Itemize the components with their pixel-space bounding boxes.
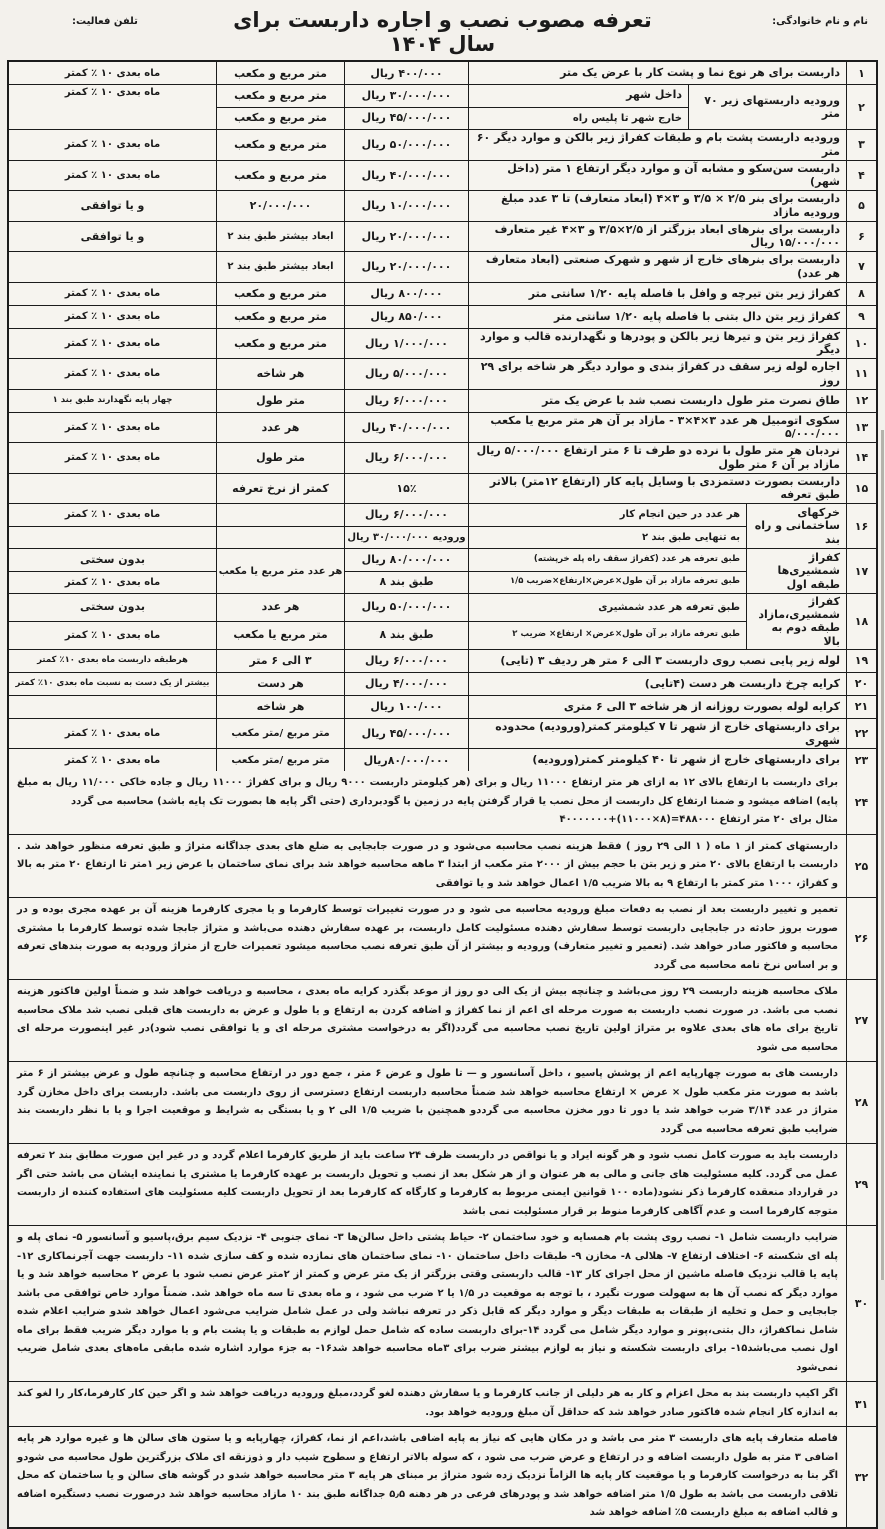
table-row [9,329,876,360]
note-cell: بیشتر از یک دست به نسبت ماه بعدی ۱۰٪ کمتر [15,678,210,689]
description-subrow: به تنهایی طبق بند ۲ [469,527,747,549]
table-row [9,85,876,130]
note-cell-sub: بدون سختی [9,549,216,572]
unit-cell-sub: متر مربع و مکعب [217,85,344,108]
unit-cell: متر مربع و مکعب [216,161,344,191]
paragraph-row [9,980,876,1062]
note-cell: ماه بعدی ۱۰ ٪ کمتر [64,337,161,349]
paragraph-main: اگر اکیپ داربست بند به محل اعزام و کار به هر دلیلی از جانب کارفرما و یا سفارش دهنده لغو گردد،مبلغ ورودیه دریافت خواهد شد و اگر حین کار کارفرما،کار را لغو کند به اندازه کار انجام شده فاکتور صادر خواهد شد که حداقل آن مبلغ ورودیه خواهد بود. [17,1388,838,1418]
description-subrow: طبق تعرفه هر عدد شمشیری [469,594,747,622]
description-cell: داربست برای بنر ۲/۵ × ۳/۵ و ۳×۴ (ابعاد متعارف) تا ۳ عدد مبلغ ورودیه مازاد [468,191,846,221]
price-cell: ۲۰/۰۰۰/۰۰۰ ریال [344,252,468,282]
unit-cell: ۲۰/۰۰۰/۰۰۰ [216,191,344,221]
note-cell: ماه بعدی ۱۰ ٪ کمتر [64,139,161,151]
row-number-cell: ۱ [846,62,876,84]
paragraph-text [9,898,846,979]
description-cell: لوله زیر پایی نصب روی داربست ۳ الی ۶ متر هر ردیف ۳ (تایی) [468,650,846,672]
row-number-cell: ۸ [846,283,876,305]
paragraph-main: ملاک محاسبه هزینه داربست ۲۹ روز می‌باشد و چنانچه بیش از یک الی دو روز از موعد بگذرد کرایه ماه بعدی ، محاسبه و دریافت خواهد شد و ضمناً اولین فاکتور هزینه نصب می باشد. در صورت نصب داربست به صورت مرحله ای اعم از نما کفراژ و اضافه کردن به ارتفاع و یا طول و عرض به داربست های قبلی نصب شد ملاک محاسبه تاریخ برای ماه های بعدی علاوه بر متراژ اولین تاریخ نصب محاسبه می گردد(اگر به درخواست مشتری مرحله ای و یا توافقی نصب شود)در غیر اینصورت مرحله ای محاسبه می شود [17,986,838,1053]
unit-cell: متر مربع و مکعب [216,130,344,160]
unit-cell [216,504,344,548]
paragraph-main: برای داربست با ارتفاع بالای ۱۲ به ازای هر متر ارتفاع ۱۱۰۰۰ ریال و برای (هر کیلومتر داربست ۹۰۰۰ ریال و برای کفراژ ۱۱۰۰۰ ریال و جاده خاکی ۱۱/۰۰۰ ریال به مبلغ پایه) اضافه میشود و ضمنا ارتفاع کل داربست از محل نصب یا قرار گرفتن پایه در زمین یا گودبرداری (حتی اگر پایه ها بصورت تک پایه باشد) محاسبه می گردد [17,777,838,807]
description-cell [468,504,846,548]
description-header: کفراژ شمشیری‌ها طبقه اول [777,551,840,591]
price-cell [344,85,468,129]
row-number-cell: ۱۸ [846,594,876,649]
paragraph-text [9,1144,846,1225]
table-row [9,749,876,771]
note-cell: ماه بعدی ۱۰ ٪ کمتر [64,67,161,79]
row-number-cell: ۲۶ [846,898,876,979]
tariff-table [7,60,878,1529]
note-cell: و یا توافقی [80,199,145,213]
price-cell: ۱۵٪ [344,474,468,504]
table-row [9,413,876,444]
tariff-paragraphs [9,771,876,1527]
row-number-cell: ۱۶ [846,504,876,548]
row-number-cell: ۱۳ [846,413,876,443]
description-subrow: طبق تعرفه مازاد بر آن طول×عرض× ارتفاع× ضریب ۲ [469,622,747,649]
price-cell-sub: ورودیه ۳۰/۰۰۰/۰۰۰ ریال [347,531,466,543]
unit-cell-sub: متر مربع و مکعب [234,111,327,125]
note-cell: ماه بعدی ۱۰ ٪ کمتر [64,288,161,299]
unit-cell: هر شاخه [216,696,344,718]
description-subrow: هر عدد در حین انجام کار [469,504,747,527]
description-cell: کرایه چرخ داربست هر دست (۴تایی) [468,673,846,695]
paragraph-row [9,1382,876,1427]
description-cell: کفراژ زیر بتن دال بتنی با فاصله پایه ۱/۲۰ سانتی متر [468,306,846,328]
description-subrow: داخل شهر [469,85,689,108]
row-number-cell: ۲۴ [846,771,876,834]
description-header: خرکهای ساختمانی و راه بند [754,506,840,546]
row-number-cell: ۲۳ [846,749,876,771]
paragraph-main: داربستهای کمتر از ۱ ماه ( ۱ الی ۲۹ روز ) فقط هزینه نصب محاسبه می‌شود و در صورت جابجایی به ضلع های بعدی جداگانه متراژ و طبق تعرفه منظور خواهد شد . داربست با ارتفاع بالای ۲۰ متر و زیر بتن با حجم بیش از ۲۰۰۰ متر مکعب از ابتدا ۳ ماهه محاسبه خواهد شد برای نمای ساختمان با عرض زیر ۱متر تا ارتفاع ۲۰ متر به بالا و کفراژ، ۱۰۰۰ متر کمتر با ارتفاع ۹ به بالا ضریب ۱/۵ اعمال خواهد شد و یا توافقی [17,840,838,889]
scan-edge-artifact [881,430,884,1280]
description-cell: برای داربستهای خارج از شهر تا ۴۰ کیلومتر کمتر(ورودیه) [468,749,846,771]
table-row [9,594,876,650]
note-cell-sub [9,527,216,549]
price-cell: ۶/۰۰۰/۰۰۰ ریال [344,650,468,672]
note-cell: ماه بعدی ۱۰ ٪ کمتر [64,728,161,739]
price-cell: ۶/۰۰۰/۰۰۰ ریال [344,443,468,473]
price-cell: ۴/۰۰۰/۰۰۰ ریال [344,673,468,695]
row-number-cell: ۲۹ [846,1144,876,1225]
unit-cell-sub [217,504,344,527]
paragraph-row [9,1144,876,1226]
table-row [9,222,876,253]
row-number-cell: ۱۷ [846,549,876,593]
note-cell [9,549,216,593]
description-cell [468,85,846,129]
row-number-cell: ۷ [846,252,876,282]
note-cell [9,504,216,548]
description-cell: کرایه لوله بصورت روزانه از هر شاخه ۳ الی ۶ متری [468,696,846,718]
paragraph-text [9,1427,846,1527]
note-cell: و یا توافقی [80,229,145,243]
unit-cell: متر مربع و مکعب [216,283,344,305]
price-cell [344,504,468,548]
price-cell-sub: ۴۵/۰۰۰/۰۰۰ ریال [361,111,452,125]
table-row [9,306,876,329]
note-cell: هرطبقه داربست ماه بعدی ۱۰٪ کمتر [37,655,188,666]
description-cell: داربست برای بنرهای خارج از شهر و شهرک صنعتی (ابعاد متعارف هر عدد) [468,252,846,282]
unit-cell: هر شاخه [216,359,344,389]
price-cell: ۸۵۰/۰۰۰ ریال [344,306,468,328]
paragraph-text [9,1226,846,1381]
price-cell: ۸۰۰/۰۰۰ ریال [344,283,468,305]
description-cell: ورودیه داربست پشت بام و طبقات کفراژ زیر بالکن و موارد دیگر ۶۰ متر [468,130,846,160]
unit-cell: متر مربع /متر مکعب [216,749,344,771]
row-number-cell: ۲۲ [846,719,876,749]
price-cell-sub: طبق بند ۸ [379,575,434,589]
row-number-cell: ۱۱ [846,359,876,389]
paragraph-text [9,771,846,834]
unit-cell [216,594,344,649]
paragraph-main: داربست های به صورت چهارپایه اعم از پوشش پاسیو ، داخل آسانسور و — تا طول و عرض ۶ متر ، جمع دور در ارتفاع محاسبه و چنانچه طول و عرض بیشتر از ۶ متر باشد به صورت متر مکعب طول × عرض × ارتفاع محاسبه خواهد شد ضمناً محاسبه داربست ارتفاع دسترسی از روی داربست می باشد. داربست برای داخل مخازن گرد متراژ در عدد ۳/۱۴ ضرب خواهد شد یا دور تا دور مخزن محاسبه می گرددو همچنین با ضریب ۱/۵ الی ۲ و یا بستگی به شرایط و موقعیت اجرا و یا با نظر داربست بند ضرایب طبق تعرفه محاسبه می گردد [17,1068,838,1135]
row-number-cell: ۱۲ [846,390,876,412]
unit-cell-sub [217,527,344,549]
unit-cell: هر دست [216,673,344,695]
row-number-cell: ۳۰ [846,1226,876,1381]
price-cell: ۴۰/۰۰۰/۰۰۰ ریال [344,413,468,443]
paragraph-main: داربست باید به صورت کامل نصب شود و هر گونه ایراد و یا نواقص در داربست ظرف ۲۴ ساعت باید از طریق کارفرما اعلام گردد و در غیر این صورت مطابق بند ۲ تعرفه عمل می گردد. کلیه مسئولیت های جانی و مالی به هر عنوان و از هر شکل بعد از نصب و تحویل داربست بر عهده کارفرما یا مشتری یا نماینده ایشان می باشد حتی اگر در قرارداد منعقده کارفرما ذکر نشود(ماده ۱۰۰ قوانین ایمنی مربوط به کارفرما و کارگاه که کارفرما بعد از تحویل داربست کلیه مسئولیت های استفاده کننده از داربست متوجه کارفرما است و عدم آگاهی کارفرما منوط بر قرار مسئولیت نمی باشد [17,1150,838,1217]
price-cell: ۵۰/۰۰۰/۰۰۰ ریال [344,130,468,160]
unit-cell: هر عدد متر مربع یا مکعب [216,549,344,593]
unit-cell: متر مربع و مکعب [216,62,344,84]
price-cell-sub: ۶/۰۰۰/۰۰۰ ریال [345,504,468,527]
page-title: تعرفه مصوب نصب و اجاره داربست برای سال ۱۴۰۴ [233,8,652,56]
table-row [9,696,876,719]
table-row [9,130,876,161]
price-cell: ۵/۰۰۰/۰۰۰ ریال [344,359,468,389]
price-cell: ۱۰۰/۰۰۰ ریال [344,696,468,718]
table-row [9,161,876,192]
description-subrow: طبق تعرفه مازاد بر آن طول×عرض×ارتفاع×ضریب ۱/۵ [469,572,747,594]
note-cell: ماه بعدی ۱۰ ٪ کمتر [64,311,161,322]
price-cell: ۱۰/۰۰۰/۰۰۰ ریال [344,191,468,221]
tariff-rows [9,62,876,771]
paragraph-text [9,835,846,898]
paragraph-main: ضرایب داربست شامل ۱- نصب روی پشت بام همسایه و خود ساختمان ۲- حیاط پشتی داخل سالن‌ها ۳- نمای جنوبی ۴- نزدیک سیم برق،پاسیو و آسانسور ۵- نمای پله و پله ای شکسته ۶- اختلاف ارتفاع ۷- هلالی ۸- مخازن ۹- طبقات داخل ساختمان ۱۰- نمای ساختمان های نمازده شده و کف سازی شده ۱۱- داربست جهت آجرنماکاری ۱۲- پایه یا قالب نزدیک فاصله ماشین از محل اجرای کار ۱۳- قالب داربستی وقتی بزرگتر از یک متر عرض و کمتر از ۲متر عرض نصب شود با عرض ۲ محاسبه خواهد شد و یا موارد دیگر که نصب آن ها به سهولت صورت نگیرد ، با توجه به موقعیت در ۱/۵ یا ۲ ضرب می شود ، و ماه بعدی تا سه ماه خواهد شد. ضمناً موارد خاص توافقی می باشد جابجایی و حمل و تخلیه از طبقات به طبقات دیگر و موارد دیگر که قابل ذکر در تعرفه نباشد ولی در عمل شامل ضرایب می‌شود اعمال خواهد شدو ضرایب اعلام شده شامل نماکفراژ، دال بتنی،پونر و موارد دیگر شامل می گردد ۱۴-برای داربست ساده که شامل حمل لوازم به طبقات و یا پشت بام و یا موارد دیگر ضریب فقط برای ماه اول نصب می‌باشد۱۵- برای داربست شکسته و نیاز به لوازم بیشتر ضرب برای ۳ماه محاسبه خواهد شد۱۶- به جزء موارد اشاره شده مابقی ماه‌های بعدی شامل ضریب نمی‌شود [17,1232,839,1373]
note-cell [9,252,216,282]
row-number-cell: ۶ [846,222,876,252]
price-cell: ۶/۰۰۰/۰۰۰ ریال [344,390,468,412]
paragraph-main: فاصله متعارف پایه های داربست ۳ متر می باشد و در مکان هایی که نیاز به پایه اضافی باشد،اعم از نما، کفراژ، چهارپایه و یا ستون های سالن ها و غیره موارد هر پایه اضافی ۳ متر به طول داربست اضافه و در ارتفاع و عرض ضرب می شود ، که سوله بالاتر ارتفاع و سطوح شیب دار و ذوزنقه ای ملاک بزرگترین طول محاسبه می شودو اگر بنا به درخواست کارفرما و یا موقعیت کار پایه ها الزاماً نزدیک زده شود متراژ بر مبنای هر پایه ۳ متر محاسبه خواهد شدو در گوشه های سالن و یا ساختمان که محل تلاقی داربست می باشد به طول ۱/۵ متر اضافه خواهد شد و پودرهای فرعی در هر دهنه ۵٫۵ جداگانه طبق بند ۱۰ مازاد محاسبه خواهد شد درصورت نصب دستگیره اضافه و قالب اضافه به مبلغ داربست ۵٪ اضافه خواهد شد [17,1433,839,1519]
table-row [9,719,876,750]
table-row [9,673,876,696]
description-cell: اجاره لوله زیر سقف در کفراژ بندی و موارد دیگر هر شاخه برای ۲۹ روز [468,359,846,389]
price-cell [344,549,468,593]
unit-cell: ابعاد بیشتر طبق بند ۲ [216,252,344,282]
note-cell [9,696,216,718]
unit-cell: ۳ الی ۶ متر [216,650,344,672]
unit-cell-sub: متر مربع یا مکعب [233,628,328,642]
table-row [9,504,876,549]
description-header: ورودیه داربستهای زیر ۷۰ متر [704,93,840,120]
paragraph-row [9,898,876,980]
row-number-cell: ۵ [846,191,876,221]
description-subrows [469,85,689,129]
paragraph-text [9,980,846,1061]
note-cell: ماه بعدی ۱۰ ٪ کمتر [64,169,161,181]
price-cell [344,594,468,649]
note-cell-sub: ماه بعدی ۱۰ ٪ کمتر [64,629,161,641]
row-number-cell: ۱۴ [846,443,876,473]
table-row [9,443,876,474]
row-number-cell: ۲۸ [846,1062,876,1143]
row-number-cell: ۳ [846,130,876,160]
row-number-cell: ۳۲ [846,1427,876,1527]
description-subrows [469,504,747,548]
description-cell: داربست برای بنرهای ابعاد بزرگتر از ۲/۵×۳/۵ و ۳×۴ غیر متعارف ۱۵/۰۰۰/۰۰۰ ریال [468,222,846,252]
phone-label: تلفن فعالیت: [72,16,138,27]
document-header [7,6,878,60]
description-subrows [469,549,747,593]
paragraph-text [9,1382,846,1426]
note-cell: ماه بعدی ۱۰ ٪ کمتر [64,754,161,766]
price-cell-sub: ۸۰/۰۰۰/۰۰۰ ریال [345,549,468,572]
note-cell: ماه بعدی ۱۰ ٪ کمتر [64,452,161,464]
price-cell: ۴۰۰/۰۰۰ ریال [344,62,468,84]
price-cell-sub: طبق بند ۸ [379,628,434,642]
price-cell: ۸۰/۰۰۰/۰۰۰ریال [344,749,468,771]
paragraph-text [9,1062,846,1143]
name-label: نام و نام خانوادگی: [772,16,868,27]
description-cell: نردبان هر متر طول با نرده دو طرف تا ۶ متر ارتفاع ۵/۰۰۰/۰۰۰ ریال مازاد بر آن ۶ متر طول [468,443,846,473]
row-number-cell: ۲ [846,85,876,129]
unit-cell: متر طول [216,390,344,412]
unit-cell: ابعاد بیشتر طبق بند ۲ [216,222,344,252]
price-cell: ۲۰/۰۰۰/۰۰۰ ریال [344,222,468,252]
note-cell-sub: بدون سختی [9,594,216,622]
description-cell: طاق نصرت متر طول داربست نصب شد با عرض یک متر [468,390,846,412]
paragraph-row [9,1226,876,1382]
paragraph-row [9,1062,876,1144]
note-cell [9,594,216,649]
row-number-cell: ۲۵ [846,835,876,898]
price-cell: ۴۵/۰۰۰/۰۰۰ ریال [344,719,468,749]
note-cell: ماه بعدی ۱۰ ٪ کمتر [64,87,161,98]
price-cell: ۴۰/۰۰۰/۰۰۰ ریال [344,161,468,191]
description-cell: داربست برای هر نوع نما و پشت کار با عرض یک متر [468,62,846,84]
unit-cell: متر مربع و مکعب [216,306,344,328]
price-cell-sub: ۳۰/۰۰۰/۰۰۰ ریال [345,85,468,108]
table-row [9,359,876,390]
description-cell [468,594,846,649]
price-cell-sub: ۵۰/۰۰۰/۰۰۰ ریال [345,594,468,622]
unit-cell: متر مربع /متر مکعب [216,719,344,749]
description-cell: کفراژ زیر بتن و تیرها زیر بالکن و پودرها و نگهدارنده قالب و موارد دیگر [468,329,846,359]
table-row [9,191,876,222]
unit-cell: متر طول [216,443,344,473]
table-row [9,549,876,594]
note-cell: ماه بعدی ۱۰ ٪ کمتر [64,421,161,433]
note-cell [9,474,216,504]
note-cell-sub: ماه بعدی ۱۰ ٪ کمتر [64,576,161,588]
price-cell: ۱/۰۰۰/۰۰۰ ریال [344,329,468,359]
table-row [9,474,876,505]
unit-cell: هر عدد [216,413,344,443]
unit-cell [216,85,344,129]
table-row [9,650,876,673]
paragraph-row [9,835,876,899]
table-row [9,62,876,85]
description-cell: سکوی اتومبیل هر عدد ۳×۴×۳ - مازاد بر آن هر متر مربع یا مکعب ۵/۰۰۰/۰۰۰ [468,413,846,443]
row-number-cell: ۱۹ [846,650,876,672]
note-cell-sub: ماه بعدی ۱۰ ٪ کمتر [9,504,216,527]
description-cell [468,549,846,593]
row-number-cell: ۲۰ [846,673,876,695]
row-number-cell: ۹ [846,306,876,328]
description-cell: کفراژ زیر بتن تیرچه و وافل با فاصله پایه ۱/۲۰ سانتی متر [468,283,846,305]
table-row [9,390,876,413]
row-number-cell: ۳۱ [846,1382,876,1426]
paragraph-main: تعمیر و تغییر داربست بعد از نصب به دفعات مبلغ ورودیه محاسبه می شود و در صورت تغییرات توسط کارفرما و یا مجری کارفرما هزینه آن بر عهده مجری بوده و در صورت بروز حادثه در جابجایی داربست توسط سفارش دهنده مسئولیت کامل داربست، بر عهده سفارش دهنده می‌باشد و متراژ جابجا شده توسط کارفرما با مشتری محاسبه و فاکتور صادر خواهد شد. (تعمیر و تغییر متعارف) ورودیه و بیشتر از آن طبق تعرفه نصب محاسبه میشود تعمیرات خارج از متراژ ورودیه به صورت بندهای تعرفه و بر اساس نرخ نامه محاسبه می گردد [17,904,838,971]
table-row [9,283,876,306]
row-number-cell: ۱۰ [846,329,876,359]
paragraph-example: مثال برای ۲۰ متر ارتفاع ۴۸۸۰۰۰=(۸×۱۱۰۰۰)+۴۰۰۰۰۰۰۰ [559,814,838,826]
paragraph-row [9,771,876,835]
row-number-cell: ۲۱ [846,696,876,718]
note-cell: چهار پایه نگهدارند طبق بند ۱ [52,394,173,405]
note-cell: ماه بعدی ۱۰ ٪ کمتر [64,368,161,380]
paragraph-row [9,1427,876,1527]
description-header: کفراژ شمشیری،مازاد طبقه دوم به بالا [758,595,840,648]
unit-cell-sub: هر عدد [217,594,344,622]
description-cell: داربست بصورت دستمزدی با وسایل پایه کار (ارتفاع ۱۲متر) بالاتر طبق تعرفه [468,474,846,504]
unit-cell: متر مربع و مکعب [216,329,344,359]
row-number-cell: ۱۵ [846,474,876,504]
row-number-cell: ۲۷ [846,980,876,1061]
unit-cell: کمتر از نرخ تعرفه [216,474,344,504]
row-number-cell: ۴ [846,161,876,191]
description-subrows [469,594,747,649]
description-subrow: طبق تعرفه هر عدد (کفراژ سقف راه پله خرپشته) [469,549,747,572]
description-cell: برای داربستهای خارج از شهر تا ۷ کیلومتر کمتر(ورودیه) محدوده شهری [468,719,846,749]
description-subrow: خارج شهر تا پلیس راه [469,108,689,130]
table-row [9,252,876,283]
description-cell: داربست سن‌سکو و مشابه آن و موارد دیگر ارتفاع ۱ متر (داخل شهر) [468,161,846,191]
